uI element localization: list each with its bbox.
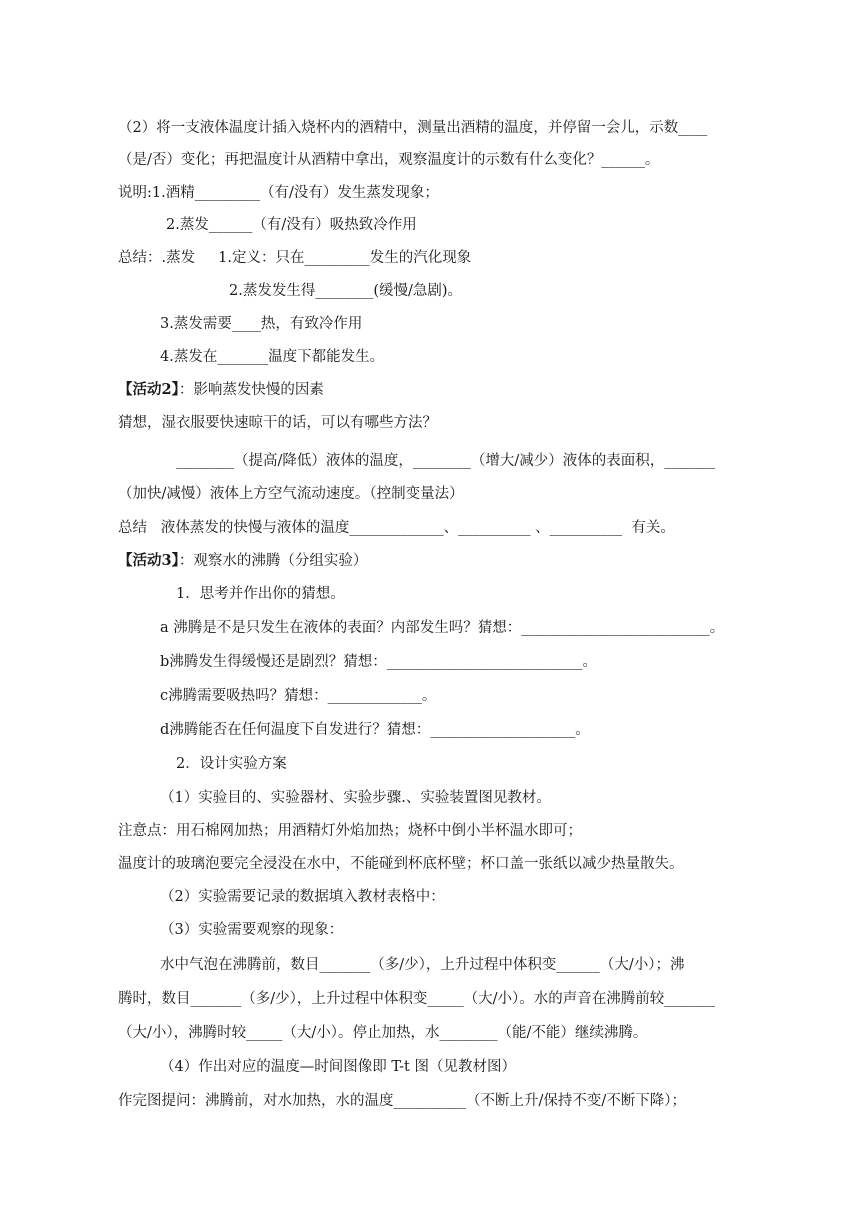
text-line: （是/否）变化；再把温度计从酒精中拿出，观察温度计的示数有什么变化？______。 [118, 152, 660, 168]
text-line: （3）实验需要观察的现象： [160, 922, 344, 938]
activity-label: 【活动3】 [118, 552, 179, 569]
text-line: 2.蒸发______（有/没有）吸热致冷作用 [166, 217, 417, 233]
text-line: 1．思考并作出你的猜想。 [176, 586, 345, 602]
text-line: （加快/减慢）液体上方空气流动速度。（控制变量法） [118, 486, 464, 502]
text-line: （2）实验需要记录的数据填入教材表格中： [160, 889, 445, 905]
text-line: ________（提高/降低）液体的温度，________（增大/减少）液体的表面积，_______ [176, 453, 716, 469]
text-line: （1）实验目的、实验器材、实验步骤.、实验装置图见教材。 [160, 790, 551, 806]
text-line: 4.蒸发在_______温度下都能发生。 [160, 349, 385, 365]
activity-label: 【活动2】 [118, 381, 179, 398]
text-line: b沸腾发生得缓慢还是剧烈？猜想：___________________________。 [160, 654, 598, 670]
text-line: （2）将一支液体温度计插入烧杯内的酒精中，测量出酒精的温度，并停留一会儿，示数____ [118, 120, 708, 136]
activity-title: ：影响蒸发快慢的因素 [178, 382, 324, 398]
text-line: 3.蒸发需要____热，有致冷作用 [160, 316, 363, 332]
text-line: 水中气泡在沸腾前，数目_______（多/少），上升过程中体积变______（大/小）；沸 [160, 957, 685, 973]
activity-title: ：观察水的沸腾（分组实验） [178, 553, 368, 569]
text-line: 腾时，数目_______（多/少），上升过程中体积变_____（大/小）。水的声音在沸腾前较_______ [118, 991, 716, 1007]
text-line: 作完图提问：沸腾前，对水加热，水的温度__________（不断上升/保持不变/不断下降）； [118, 1093, 687, 1109]
text-line: 2．设计实验方案 [176, 756, 287, 772]
text-line: 注意点：用石棉网加热；用酒精灯外焰加热；烧杯中倒小半杯温水即可； [118, 823, 582, 839]
activity-heading [118, 551, 367, 571]
text-line: a 沸腾是不是只发生在液体的表面？内部发生吗？猜想：__________________________。 [160, 620, 725, 636]
text-line: 总结 液体蒸发的快慢与液体的温度_____________、__________ 、__________ 有关。 [118, 520, 675, 536]
text-line: （大/小），沸腾时较_____（大/小）。停止加热，水________（能/不能）继续沸腾。 [118, 1025, 648, 1041]
activity-heading [118, 380, 324, 400]
text-line: 总结：.蒸发 1.定义：只在_________发生的汽化现象 [118, 250, 472, 266]
text-line: 2.蒸发发生得________(缓慢/急剧)。 [229, 283, 463, 299]
text-line: d沸腾能否在任何温度下自发进行？猜想：____________________。 [160, 722, 590, 738]
text-line: 猜想，湿衣服要快速晾干的话，可以有哪些方法？ [118, 415, 437, 431]
text-line: （4）作出对应的温度—时间图像即 T-t 图（见教材图） [160, 1059, 516, 1075]
text-line: c沸腾需要吸热吗？猜想：_____________。 [160, 688, 437, 704]
text-line: 说明:1.酒精_________（有/没有）发生蒸发现象； [118, 185, 439, 201]
text-line: 温度计的玻璃泡要完全浸没在水中，不能碰到杯底杯壁；杯口盖一张纸以减少热量散失。 [118, 856, 684, 872]
